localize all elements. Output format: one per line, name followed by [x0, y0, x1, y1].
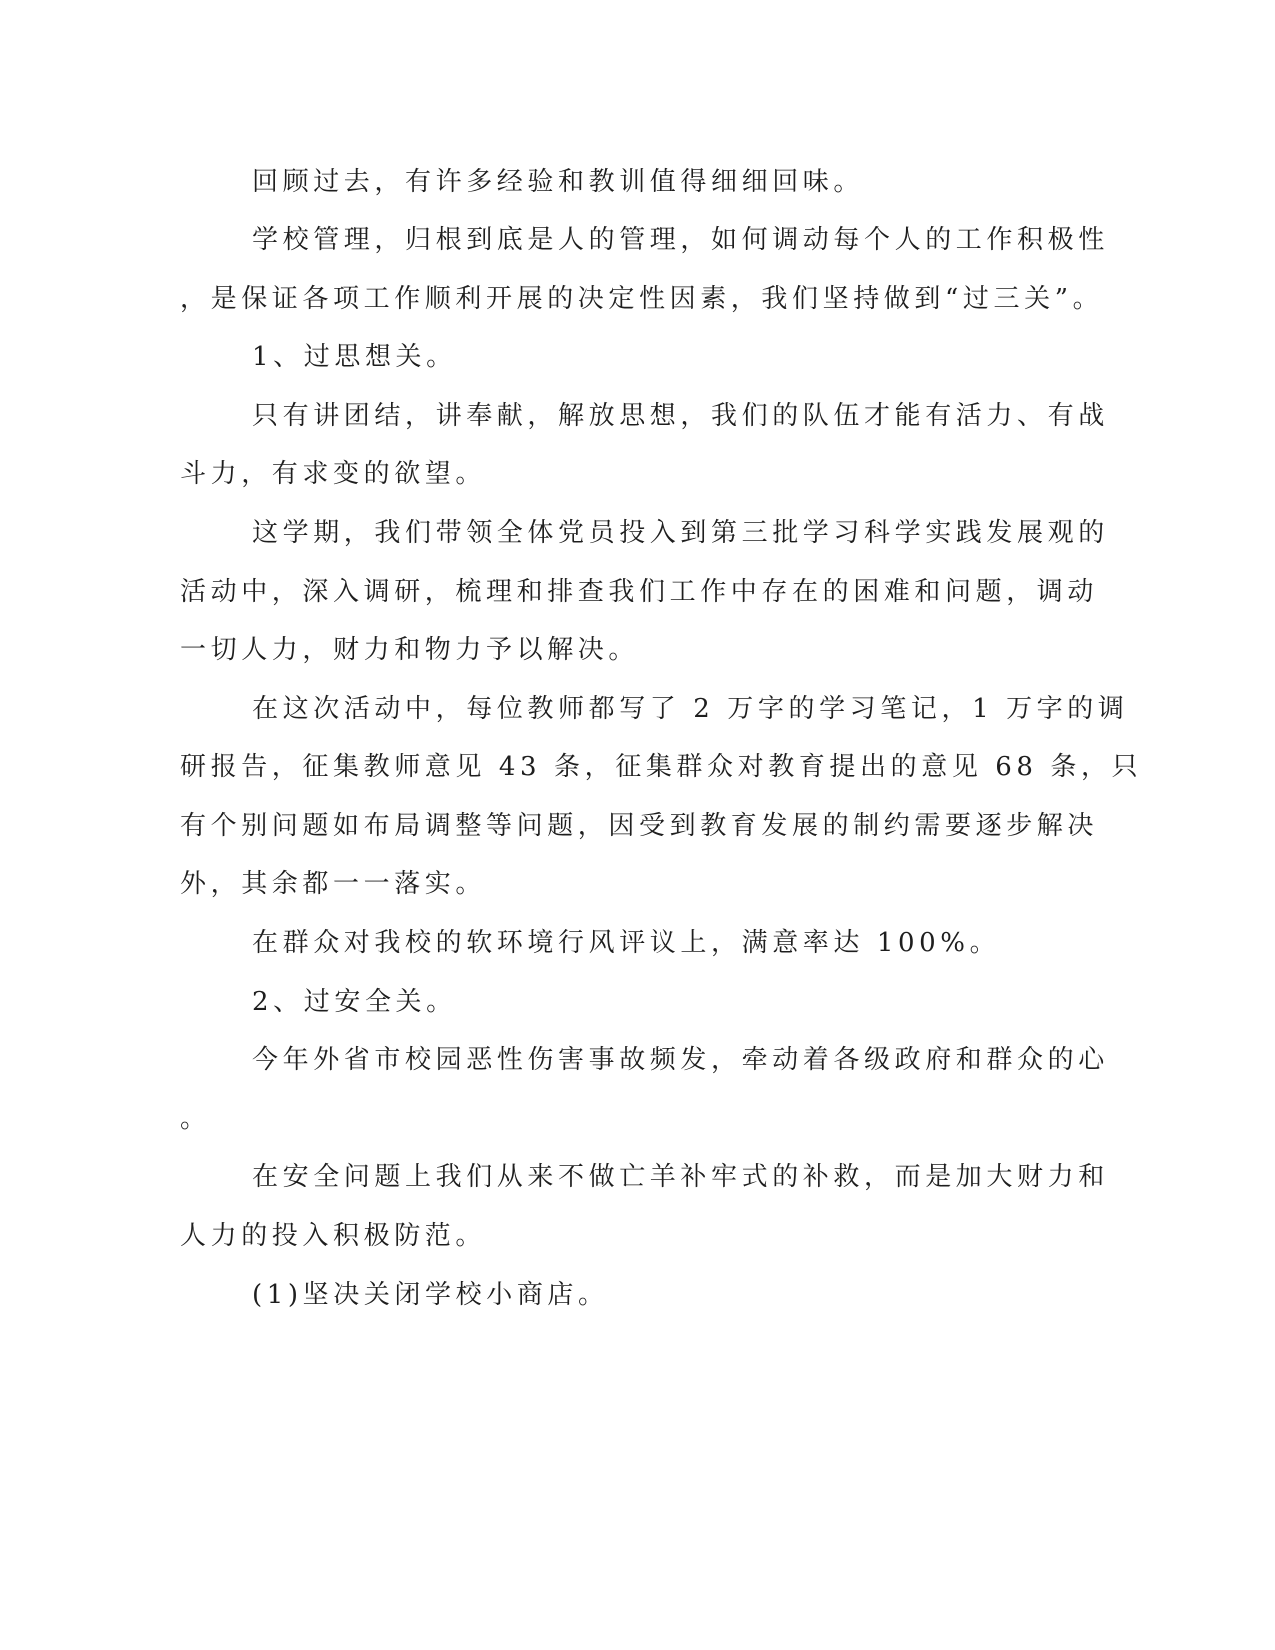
text-line: 在这次活动中，每位教师都写了 2 万字的学习笔记，1 万字的调 [252, 694, 1129, 724]
text-line: 只有讲团结，讲奉献，解放思想，我们的队伍才能有活力、有战 [252, 401, 1109, 431]
text-line: 。 [180, 1104, 211, 1134]
text-line: 在安全问题上我们从来不做亡羊补牢式的补救，而是加大财力和 [252, 1162, 1109, 1192]
text-line: 回顾过去，有许多经验和教训值得细细回味。 [252, 167, 865, 197]
text-line: 2、过安全关。 [252, 987, 457, 1017]
text-line: 斗力，有求变的欲望。 [180, 459, 487, 489]
text-line: 这学期，我们带领全体党员投入到第三批学习科学实践发展观的 [252, 518, 1109, 548]
text-line: 有个别问题如布局调整等问题，因受到教育发展的制约需要逐步解决 [180, 811, 1099, 841]
text-line: (1)坚决关闭学校小商店。 [252, 1280, 609, 1310]
text-line: 1、过思想关。 [252, 342, 457, 372]
text-line: 在群众对我校的软环境行风评议上，满意率达 100%。 [252, 928, 1001, 958]
text-line: ，是保证各项工作顺利开展的决定性因素，我们坚持做到“过三关”。 [180, 284, 1104, 314]
text-line: 外，其余都一一落实。 [180, 869, 487, 899]
text-line: 活动中，深入调研，梳理和排查我们工作中存在的困难和问题，调动 [180, 577, 1099, 607]
text-line: 一切人力，财力和物力予以解决。 [180, 635, 640, 665]
text-line: 人力的投入积极防范。 [180, 1221, 487, 1251]
text-line: 研报告，征集教师意见 43 条，征集群众对教育提出的意见 68 条，只 [180, 752, 1143, 782]
text-line: 今年外省市校园恶性伤害事故频发，牵动着各级政府和群众的心 [252, 1045, 1109, 1075]
text-line: 学校管理，归根到底是人的管理，如何调动每个人的工作积极性 [252, 225, 1109, 255]
